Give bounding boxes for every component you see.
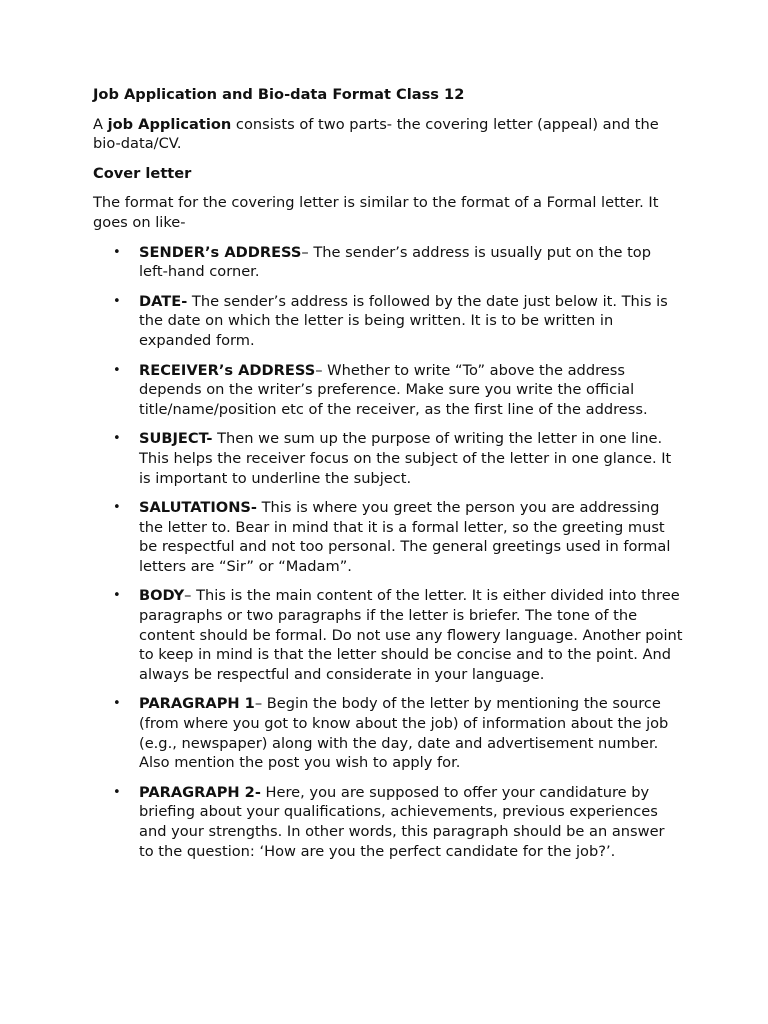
document-page [93, 85, 683, 871]
list-item-text: The sender’s address is followed by the date just below it. This is the date on which the letter is being written. It is to be written in expanded form. [139, 292, 668, 349]
format-paragraph: The format for the covering letter is similar to the format of a Formal letter. It goes on like- [93, 194, 659, 231]
list-item-text: Then we sum up the purpose of writing the letter in one line. This helps the receiver focus on the subject of the letter in one glance. It is important to underline the subject. [139, 430, 672, 487]
list-item [93, 243, 683, 282]
list-item-term: PARAGRAPH 2- [139, 783, 261, 801]
list-item-text: – The sender’s address is usually put on the top left-hand corner. [139, 243, 651, 281]
cover-letter-heading: Cover letter [93, 164, 192, 182]
list-item [93, 361, 683, 420]
bullet-icon: • [113, 293, 121, 309]
list-item [93, 783, 683, 861]
list-item-term: SUBJECT- [139, 430, 213, 448]
list-item-text: Here, you are supposed to offer your candidature by briefing about your qualifications, achievements, previous experiences and your strengths. In other words, this paragraph should be an answer to the question: ‘How are you the perfect candidate for the job?’. [139, 783, 665, 860]
bullet-icon: • [113, 784, 121, 800]
bullet-icon: • [113, 431, 121, 447]
list-item [93, 292, 683, 351]
list-item [93, 694, 683, 772]
list-item-term: DATE- [139, 292, 188, 310]
intro-paragraph [93, 115, 683, 154]
list-item-term: RECEIVER’s ADDRESS [139, 361, 316, 379]
list-item-text: This is where you greet the person you are addressing the letter to. Bear in mind that it is a formal letter, so the greeting must be respectful and not too personal. The general greetings used in formal letters are “Sir” or “Madam”. [139, 499, 671, 575]
document-title: Job Application and Bio-data Format Class 12 [93, 86, 465, 103]
list-item-term: PARAGRAPH 1 [139, 695, 255, 713]
bullet-icon: • [113, 588, 121, 604]
bullet-icon: • [113, 500, 121, 516]
bullet-icon: • [113, 362, 121, 378]
list-item-term: SENDER’s ADDRESS [139, 243, 302, 261]
bullet-icon: • [113, 244, 121, 260]
list-item [93, 586, 683, 684]
bullet-icon: • [113, 696, 121, 712]
list-item [93, 429, 683, 488]
list-item-text: – This is the main content of the letter. It is either divided into three paragraphs or two paragraphs if the letter is briefer. The tone of the content should be formal. Do not use any flowery language. Another point to keep in mind is that the letter should be concise and to the point. And always be respectful and considerate in your language. [139, 587, 683, 683]
list-item-term: SALUTATIONS- [139, 499, 257, 517]
list-item-term: BODY [139, 587, 185, 605]
intro-bold-term: job Application [107, 115, 232, 133]
list-item [93, 498, 683, 576]
intro-suffix: consists of two parts- the covering letter (appeal) and the bio-data/CV. [93, 115, 659, 153]
list-item-text: – Begin the body of the letter by mentioning the source (from where you got to know about the job) of information about the job (e.g., newspaper) along with the day, date and advertisement number. Also mention the post you wish to apply for. [139, 695, 669, 772]
intro-prefix: A [93, 115, 108, 133]
format-points-list [93, 243, 683, 862]
list-item-text: – Whether to write “To” above the address depends on the writer’s preference. Make sure you write the official title/name/position etc of the receiver, as the first line of the address. [139, 361, 648, 418]
